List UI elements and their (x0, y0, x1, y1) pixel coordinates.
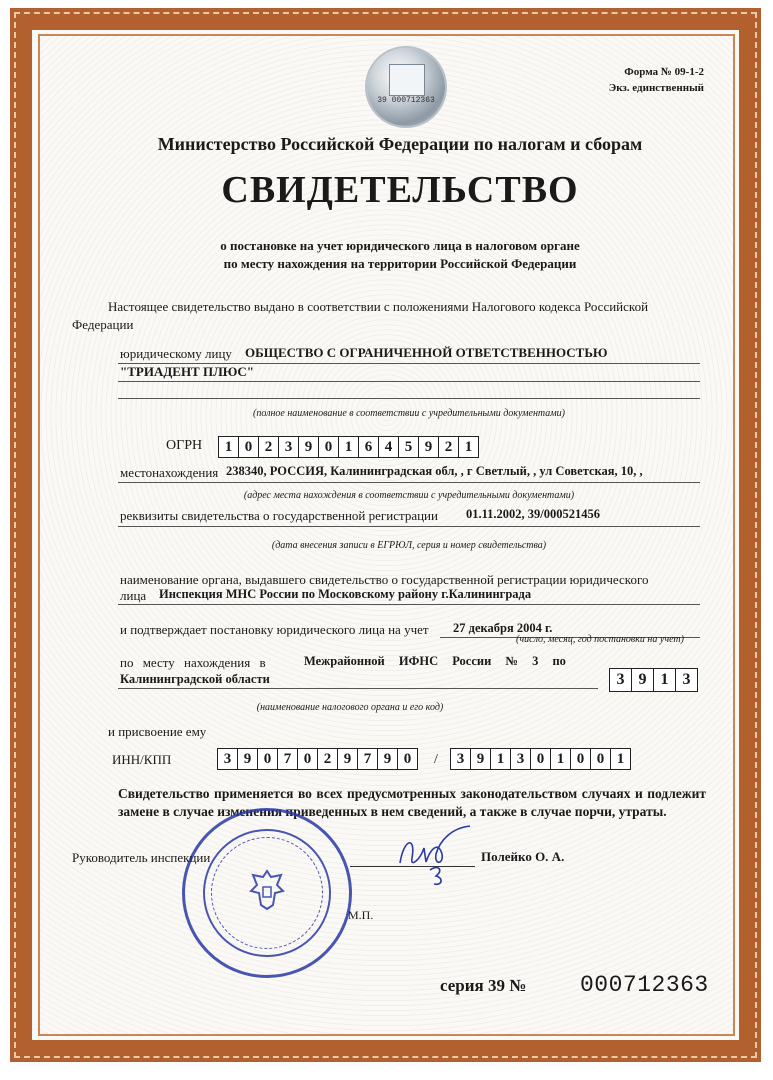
kpp-digit: 3 (451, 749, 471, 769)
hologram-number: 39 000712363 (377, 96, 435, 105)
ogrn-digit: 1 (339, 437, 359, 457)
location-prefix: по месту нахождения в (120, 655, 266, 670)
ministry-heading: Министерство Российской Федерации по налогам и сборам (157, 134, 643, 154)
form-number: Форма № 09-1-2 (624, 66, 704, 78)
ogrn-digit: 1 (464, 439, 473, 455)
official-stamp (182, 808, 352, 978)
address-rule (118, 482, 700, 483)
coat-of-arms-icon (247, 867, 287, 913)
notice-text: Свидетельство применяется во всех предусмотренных законодательством случаях и подлежит замене в случае изменения приведенных в нем сведений, а также в случае порчи, утраты. (118, 786, 706, 819)
address-label: местонахождения (120, 465, 219, 480)
mp-label: М.П. (348, 908, 374, 922)
location-value-line-1: Межрайонной ИФНС России № 3 по (304, 654, 566, 668)
issuer-rule (118, 604, 700, 605)
confirm-caption: (число, месяц, год постановки на учет) (516, 634, 684, 645)
location-rule (118, 688, 598, 689)
address-caption: (адрес места нахождения в соответствии с учредительными документами) (243, 490, 575, 501)
registration-value: 01.11.2002, 39/000521456 (466, 507, 601, 521)
tax-office-code-boxes (609, 668, 698, 692)
inn-digit: 0 (298, 749, 318, 769)
ogrn-digit: 9 (419, 437, 439, 457)
entity-name-line-1: ОБЩЕСТВО С ОГРАНИЧЕННОЙ ОТВЕТСТВЕННОСТЬЮ (245, 345, 608, 360)
kpp-boxes (450, 748, 631, 770)
inn-digit: 9 (238, 749, 258, 769)
code-digit: 1 (654, 669, 676, 691)
signature-label: Руководитель инспекции (72, 850, 211, 865)
ogrn-digit: 9 (299, 437, 319, 457)
inn-digit: 9 (378, 749, 398, 769)
ogrn-digit: 6 (359, 437, 379, 457)
inn-digit: 7 (358, 749, 378, 769)
inn-kpp-label: ИНН/КПП (112, 752, 172, 767)
inn-digit: 2 (318, 749, 338, 769)
kpp-digit: 9 (471, 749, 491, 769)
registration-label: реквизиты свидетельства о государственной регистрации (120, 508, 438, 523)
kpp-digit: 0 (571, 749, 591, 769)
assign-text: и присвоение ему (108, 724, 207, 739)
kpp-digit: 1 (616, 751, 625, 767)
kpp-digit: 1 (491, 749, 511, 769)
kpp-digit: 0 (531, 749, 551, 769)
subtitle-line-1: о постановке на учет юридического лица в налоговом органе (220, 238, 580, 253)
ogrn-digit: 5 (399, 437, 419, 457)
code-digit: 3 (682, 671, 691, 688)
address-value: 238340, РОССИЯ, Калининградская обл, , г Светлый, , ул Советская, 10, , (226, 464, 643, 478)
ogrn-digit: 4 (379, 437, 399, 457)
ogrn-digit: 1 (219, 437, 239, 457)
ogrn-label: ОГРН (166, 438, 203, 453)
code-digit: 3 (610, 669, 632, 691)
subtitle-line-2: по месту нахождения на территории Российской Федерации (223, 256, 577, 271)
inn-digit: 3 (218, 749, 238, 769)
inn-digit: 9 (338, 749, 358, 769)
location-caption: (наименование налогового органа и его код) (256, 702, 444, 713)
serial-label: серия 39 № (440, 976, 527, 995)
confirm-date: 27 декабря 2004 г. (453, 621, 553, 635)
inn-digit: 0 (403, 751, 412, 767)
intro-line-2: Федерации (72, 317, 134, 332)
ogrn-digit: 3 (279, 437, 299, 457)
registration-caption: (дата внесения записи в ЕГРЮЛ, серия и номер свидетельства) (271, 540, 547, 551)
kpp-digit: 0 (591, 749, 611, 769)
confirm-text: и подтверждает постановку юридического лица на учет (120, 622, 429, 637)
issuer-label-line-1: наименование органа, выдавшего свидетельство о государственной регистрации юридического (120, 572, 649, 587)
ogrn-digit: 2 (259, 437, 279, 457)
inn-digit: 7 (278, 749, 298, 769)
page-title: СВИДЕТЕЛЬСТВО (221, 169, 579, 211)
location-value-line-2: Калининградской области (120, 672, 270, 686)
hologram-seal (367, 48, 445, 126)
kpp-digit: 1 (551, 749, 571, 769)
inn-boxes (217, 748, 418, 770)
ogrn-digit: 2 (439, 437, 459, 457)
issuer-value: Инспекция МНС России по Московскому району г.Калининграда (159, 587, 532, 601)
issuer-label-line-2: лица (120, 588, 147, 603)
ogrn-digit: 0 (239, 437, 259, 457)
copy-note: Экз. единственный (608, 82, 704, 94)
entity-rule-3 (118, 398, 700, 399)
entity-name-line-2: "ТРИАДЕНТ ПЛЮС" (120, 364, 255, 379)
hologram-emblem-icon (389, 64, 425, 96)
intro-line-1: Настоящее свидетельство выдано в соответствии с положениями Налогового кодекса Российской (108, 299, 649, 314)
signer-name: Полейко О. А. (481, 849, 565, 864)
serial-number: 000712363 (580, 972, 709, 998)
entity-label: юридическому лицу (120, 346, 232, 361)
inn-kpp-slash: / (434, 752, 438, 767)
inn-digit: 0 (258, 749, 278, 769)
code-digit: 9 (632, 669, 654, 691)
ogrn-boxes (218, 436, 479, 458)
registration-rule (118, 526, 700, 527)
entity-caption: (полное наименование в соответствии с учредительными документами) (253, 408, 565, 419)
kpp-digit: 3 (511, 749, 531, 769)
handwritten-signature (390, 818, 480, 888)
ogrn-digit: 0 (319, 437, 339, 457)
entity-rule-2 (118, 381, 700, 382)
